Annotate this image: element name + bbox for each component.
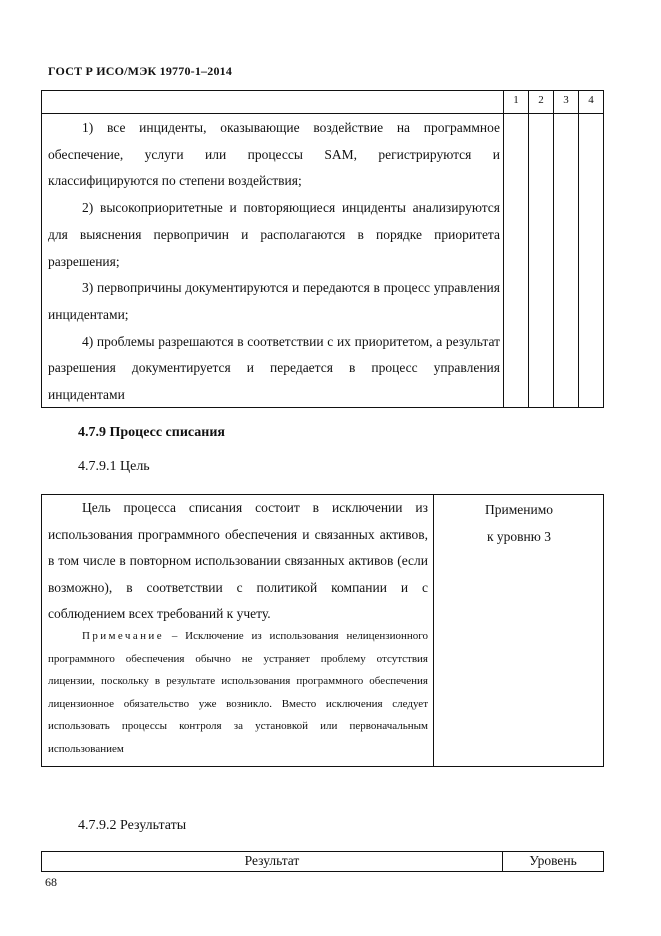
column-divider [503, 91, 504, 407]
applicability-cell [434, 496, 604, 550]
column-number-2: 2 [538, 94, 544, 106]
column-divider [528, 91, 529, 407]
requirements-table [41, 90, 604, 408]
goal-text: Цель процесса списания состоит в исключении из использования программного обеспечения и связанных активов, в том числе в повторном использовании связанных активов (если возможно), в соответствии с политикой компании и с соблюдением всех требований к учету. [48, 500, 428, 621]
page-number: 68 [45, 875, 57, 889]
column-number-1: 1 [513, 94, 519, 106]
column-number-3: 3 [563, 94, 569, 106]
column-divider [553, 91, 554, 407]
results-table [41, 851, 604, 872]
note-label: Примечание [82, 630, 164, 642]
list-item: 1) все инциденты, оказывающие воздействие на программное обеспечение, услуги или процессы SAM, регистрируются и классифицируются по степени воздействия; [48, 120, 500, 189]
column-header-result: Результат [244, 853, 300, 868]
list-item: 2) высокоприоритетные и повторяющиеся инциденты анализируются для выяснения первопричин и располагаются в порядке приоритета разрешения; [48, 200, 500, 269]
goal-table [41, 494, 604, 767]
subsection-heading-results: 4.7.9.2 Результаты [78, 818, 187, 833]
applicability-line-2: к уровню 3 [487, 529, 551, 544]
table-body-text [48, 115, 500, 409]
subsection-heading-goal: 4.7.9.1 Цель [78, 459, 150, 474]
list-item: 3) первопричины документируются и передаются в процесс управления инцидентами; [48, 280, 500, 322]
section-heading: 4.7.9 Процесс списания [78, 425, 225, 440]
goal-text-cell [48, 495, 428, 628]
column-divider [578, 91, 579, 407]
column-header-level: Уровень [529, 853, 577, 868]
document-header: ГОСТ Р ИСО/МЭК 19770-1–2014 [48, 64, 233, 78]
column-number-4: 4 [588, 94, 594, 106]
note-text: – Исключение из использования нелицензионного программного обеспечения обычно не устраняет проблему отсутствия лицензии, поскольку в результате использования программного обеспечения лицензионное обязательство уже возникло. Вместо исключения следует использовать процессы контроля за установкой или первоначальным использованием [48, 630, 428, 755]
list-item: 4) проблемы разрешаются в соответствии с их приоритетом, а результат разрешения документируется и передается в процесс управления инцидентами [48, 333, 500, 403]
note-block [48, 625, 428, 761]
applicability-line-1: Применимо [484, 502, 553, 517]
